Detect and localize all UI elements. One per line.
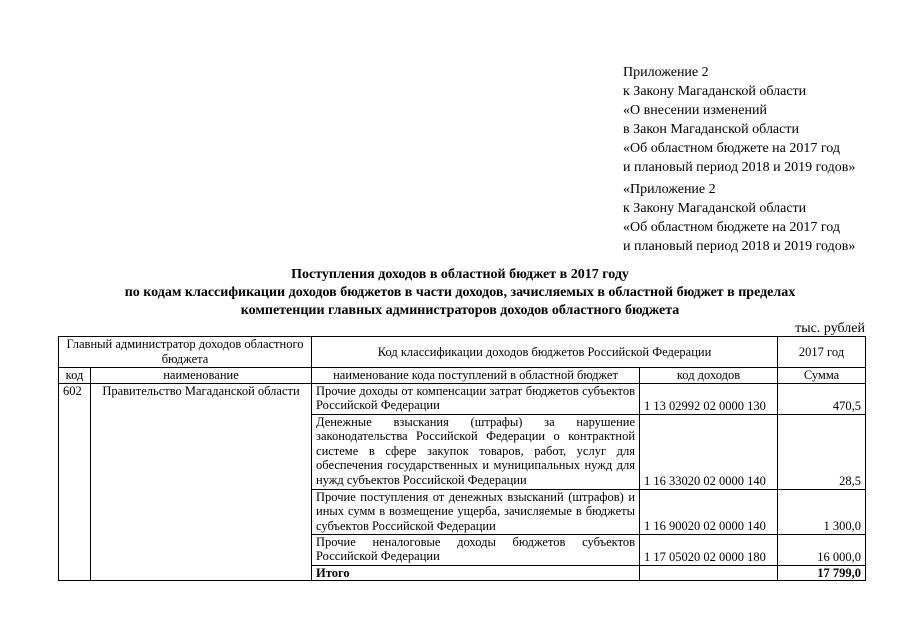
annex-header-current — [623, 63, 855, 177]
revenue-code-cell: 1 16 90020 02 0000 140 — [640, 489, 778, 534]
revenue-table — [58, 336, 866, 581]
revenue-name-cell: Прочие доходы от компенсации затрат бюджетов субъектов Российской Федерации — [312, 383, 640, 414]
title-line: Поступления доходов в областной бюджет в 2017 году — [291, 267, 629, 282]
header-revenue-name: наименование кода поступлений в областной бюджет — [312, 368, 640, 384]
table-row — [59, 383, 866, 414]
amount-cell: 16 000,0 — [778, 534, 866, 565]
revenue-code-cell: 1 13 02992 02 0000 130 — [640, 383, 778, 414]
header-code: код — [59, 368, 91, 384]
annex-line: и плановый период 2018 и 2019 годов» — [623, 160, 856, 175]
header-year: 2017 год — [778, 337, 866, 368]
annex-line: и плановый период 2018 и 2019 годов» — [623, 239, 856, 254]
annex-line: в Закон Магаданской области — [623, 122, 799, 137]
header-amount: Сумма — [778, 368, 866, 384]
annex-line: к Закону Магаданской области — [623, 201, 807, 216]
revenue-name-cell: Прочие неналоговые доходы бюджетов субъектов Российской Федерации — [312, 534, 640, 565]
title-line: компетенции главных администраторов доходов областного бюджета — [240, 303, 680, 318]
admin-code-cell: 602 — [59, 383, 91, 581]
header-name: наименование — [91, 368, 312, 384]
revenue-name-cell: Прочие поступления от денежных взысканий (штрафов) и иных сумм в возмещение ущерба, зачисляемые в бюджеты субъектов Российской Федерации — [312, 489, 640, 534]
header-classification-group: Код классификации доходов бюджетов Российской Федерации — [312, 337, 778, 368]
annex-line: «Об областном бюджете на 2017 год — [623, 220, 840, 235]
annex-line: к Закону Магаданской области — [623, 84, 807, 99]
revenue-code-cell: 1 16 33020 02 0000 140 — [640, 414, 778, 489]
amount-cell: 28,5 — [778, 414, 866, 489]
table-subheader-row — [59, 368, 866, 384]
units-label: тыс. рублей — [795, 321, 865, 336]
annex-line: «О внесении изменений — [623, 103, 767, 118]
table-header-row — [59, 337, 866, 368]
amount-cell: 470,5 — [778, 383, 866, 414]
total-label: Итого — [312, 565, 640, 581]
header-admin-group: Главный администратор доходов областного бюджета — [59, 337, 312, 368]
annex-header-original — [623, 180, 855, 256]
total-code-empty — [640, 565, 778, 581]
amount-cell: 1 300,0 — [778, 489, 866, 534]
annex-line: «Об областном бюджете на 2017 год — [623, 141, 840, 156]
annex-line: «Приложение 2 — [623, 182, 716, 197]
total-amount: 17 799,0 — [778, 565, 866, 581]
revenue-name-cell: Денежные взыскания (штрафы) за нарушение законодательства Российской Федерации о контрактной системе в сфере закупок товаров, работ, услуг для обеспечения государственных и муниципальных нужд для нужд субъектов Российской Федерации — [312, 414, 640, 489]
document-title — [30, 266, 890, 320]
admin-name-cell: Правительство Магаданской области — [91, 383, 312, 581]
revenue-code-cell: 1 17 05020 02 0000 180 — [640, 534, 778, 565]
annex-line: Приложение 2 — [623, 65, 709, 80]
title-line: по кодам классификации доходов бюджетов в части доходов, зачисляемых в областной бюджет в пределах — [124, 285, 796, 300]
header-revenue-code: код доходов — [640, 368, 778, 384]
